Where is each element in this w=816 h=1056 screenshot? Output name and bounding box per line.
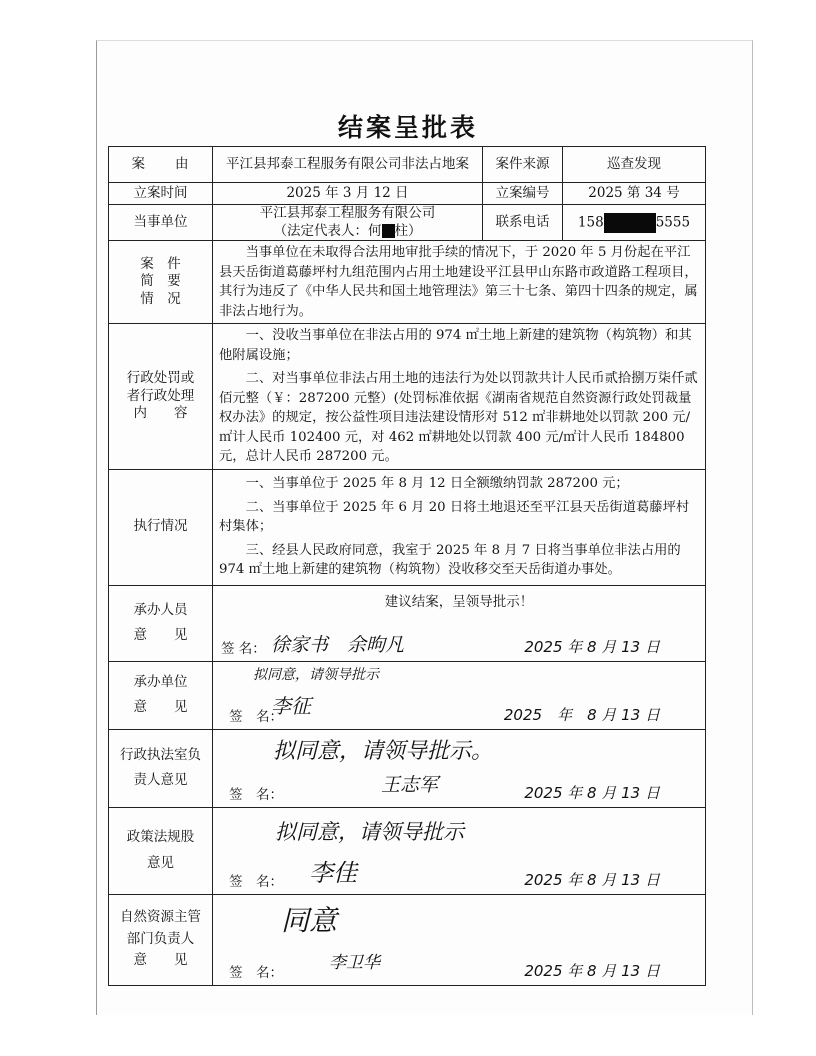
filing-number-label: 立案编号 — [483, 183, 563, 205]
unit-opinion-label — [109, 661, 213, 729]
handler-opinion-cell — [213, 585, 706, 661]
signature-date: 2025 年 8 月 13 日 — [524, 783, 660, 802]
director-opinion-cell — [213, 894, 706, 985]
handwritten-opinion: 同意 — [281, 903, 338, 937]
penalty-content — [213, 324, 706, 470]
execution-item-3: 三、经县人民政府同意，我室于 2025 年 8 月 7 日将当事单位非法占用的 974 ㎡土地上新建的建筑物（构筑物）没收移交至天岳街道办事处。 — [219, 542, 681, 578]
director-opinion-label-line: 部门负责人 — [126, 930, 195, 947]
director-opinion-label-line: 自然资源主管 — [120, 909, 201, 926]
handler-opinion-label-line: 承办人员 — [133, 601, 188, 618]
signature-label: 签 名： — [229, 708, 283, 725]
unit-opinion-label-line: 承办单位 — [133, 673, 188, 690]
party-row — [109, 205, 706, 241]
redaction-block — [604, 213, 656, 233]
execution-item-2: 二、当事单位于 2025 年 6 月 20 日将土地退还至平江县天岳街道葛藤坪村村集体； — [219, 499, 690, 535]
director-opinion-row — [109, 894, 706, 985]
phone-prefix: 158 — [577, 214, 604, 231]
handwritten-opinion: 拟同意，请领导批示 — [253, 666, 379, 683]
signature-date: 2025 年 8 月 13 日 — [524, 961, 660, 980]
signature-label: 签 名： — [229, 873, 283, 890]
handler-opinion-label-line: 意 见 — [133, 627, 188, 644]
director-opinion-label-line: 意 见 — [133, 952, 188, 969]
filing-date-value: 2025 年 3 月 12 日 — [213, 183, 483, 205]
case-cause-label: 案 由 — [109, 147, 213, 183]
enforcement-opinion-label — [109, 729, 213, 807]
signature-label: 签 名： — [229, 964, 283, 981]
handwritten-signature: 王志军 — [381, 773, 439, 796]
case-cause-row — [109, 147, 706, 183]
policy-opinion-cell — [213, 807, 706, 894]
case-source-value: 巡查发现 — [563, 147, 706, 183]
unit-opinion-label-line: 意 见 — [133, 699, 188, 716]
policy-opinion-label — [109, 807, 213, 894]
policy-opinion-label-line: 政策法规股 — [126, 829, 195, 846]
execution-content — [213, 469, 706, 585]
unit-opinion-row — [109, 661, 706, 729]
enforcement-opinion-label-line: 责人意见 — [133, 772, 188, 789]
handwritten-signature: 徐家书 余昫凡 — [271, 633, 405, 656]
handler-opinion-row — [109, 585, 706, 661]
handler-opinion-label — [109, 585, 213, 661]
signature-label: 签 名： — [229, 786, 283, 803]
phone-label: 联系电话 — [483, 205, 563, 241]
enforcement-opinion-label-line: 行政执法室负 — [120, 746, 201, 763]
party-name: 平江县邦泰工程服务有限公司 — [259, 205, 436, 221]
handwritten-signature: 李卫华 — [329, 952, 380, 973]
party-value — [213, 205, 483, 241]
director-opinion-label — [109, 894, 213, 985]
execution-item-1: 一、当事单位于 2025 年 8 月 12 日全额缴纳罚款 287200 元； — [245, 476, 629, 492]
handwritten-signature: 李征 — [271, 693, 311, 718]
penalty-row — [109, 324, 706, 470]
penalty-label-line: 者行政处理 — [126, 387, 195, 404]
party-label: 当事单位 — [109, 205, 213, 241]
case-summary-text — [213, 241, 706, 324]
enforcement-opinion-row — [109, 729, 706, 807]
phone-suffix: 5555 — [655, 214, 691, 231]
policy-opinion-row — [109, 807, 706, 894]
unit-opinion-cell — [213, 661, 706, 729]
penalty-label-line: 行政处罚或 — [126, 370, 195, 387]
handler-suggestion: 建议结案，呈领导批示！ — [384, 593, 534, 610]
legal-rep-suffix: 柱） — [394, 222, 422, 239]
phone-value — [563, 205, 706, 241]
penalty-item-1: 一、没收当事单位在非法占用的 974 ㎡土地上新建的建筑物（构筑物）和其他附属设施； — [219, 328, 692, 363]
case-summary-label-line: 简 要 — [140, 273, 181, 290]
approval-form-table — [108, 146, 706, 986]
execution-label: 执行情况 — [109, 469, 213, 585]
case-summary-label — [109, 241, 213, 324]
legal-rep-prefix: （法定代表人：何 — [273, 222, 382, 239]
case-cause-value: 平江县邦泰工程服务有限公司非法占地案 — [213, 147, 483, 183]
case-summary-paragraph: 当事单位在未取得合法用地审批手续的情况下，于 2020 年 5 月份起在平江县天岳街道葛藤坪村九组范围内占用土地建设平江县甲山东路市政道路工程项目，其行为违反了《中华人民共和国土地管理法》第三十七条、第四十四条的规定，属非法占地行为。 — [219, 245, 698, 319]
execution-row — [109, 469, 706, 585]
signature-date: 2025 年 8 月 13 日 — [524, 870, 660, 889]
document-title: 结案呈批表 — [337, 113, 478, 142]
case-summary-label-line: 情 况 — [140, 290, 181, 307]
handwritten-opinion: 拟同意，请领导批示。 — [273, 738, 494, 764]
filing-row — [109, 183, 706, 205]
legal-representative — [213, 223, 482, 241]
signature-date: 2025 年 8 月 13 日 — [503, 705, 660, 724]
enforcement-opinion-cell — [213, 729, 706, 807]
signature-label: 签 名： — [221, 640, 266, 657]
handwritten-signature: 李佳 — [309, 858, 357, 887]
handwritten-opinion: 拟同意，请领导批示 — [275, 819, 464, 844]
penalty-label — [109, 324, 213, 470]
case-summary-label-line: 案 件 — [140, 255, 181, 272]
redaction-block — [382, 224, 395, 238]
penalty-label-line: 内 容 — [133, 405, 188, 422]
penalty-item-2: 二、对当事单位非法占用土地的违法行为处以罚款共计人民币贰拾捌万柒仟贰佰元整（￥：287200 元整）(处罚标准依据《湖南省规范自然资源行政处罚裁量权办法》的规定，按公益性项目违法建设情形对 512 ㎡非耕地处以罚款 200 元/㎡计人民币 102400 元，对 462 ㎡耕地处以罚款 400 元/㎡计人民币 184800 元，总计人民币 287200 元。 — [219, 371, 698, 465]
policy-opinion-label-line: 意见 — [147, 854, 174, 871]
signature-date: 2025 年 8 月 13 日 — [524, 637, 660, 656]
filing-number-value: 2025 第 34 号 — [563, 183, 706, 205]
case-source-label: 案件来源 — [483, 147, 563, 183]
case-summary-row — [109, 241, 706, 324]
filing-date-label: 立案时间 — [109, 183, 213, 205]
